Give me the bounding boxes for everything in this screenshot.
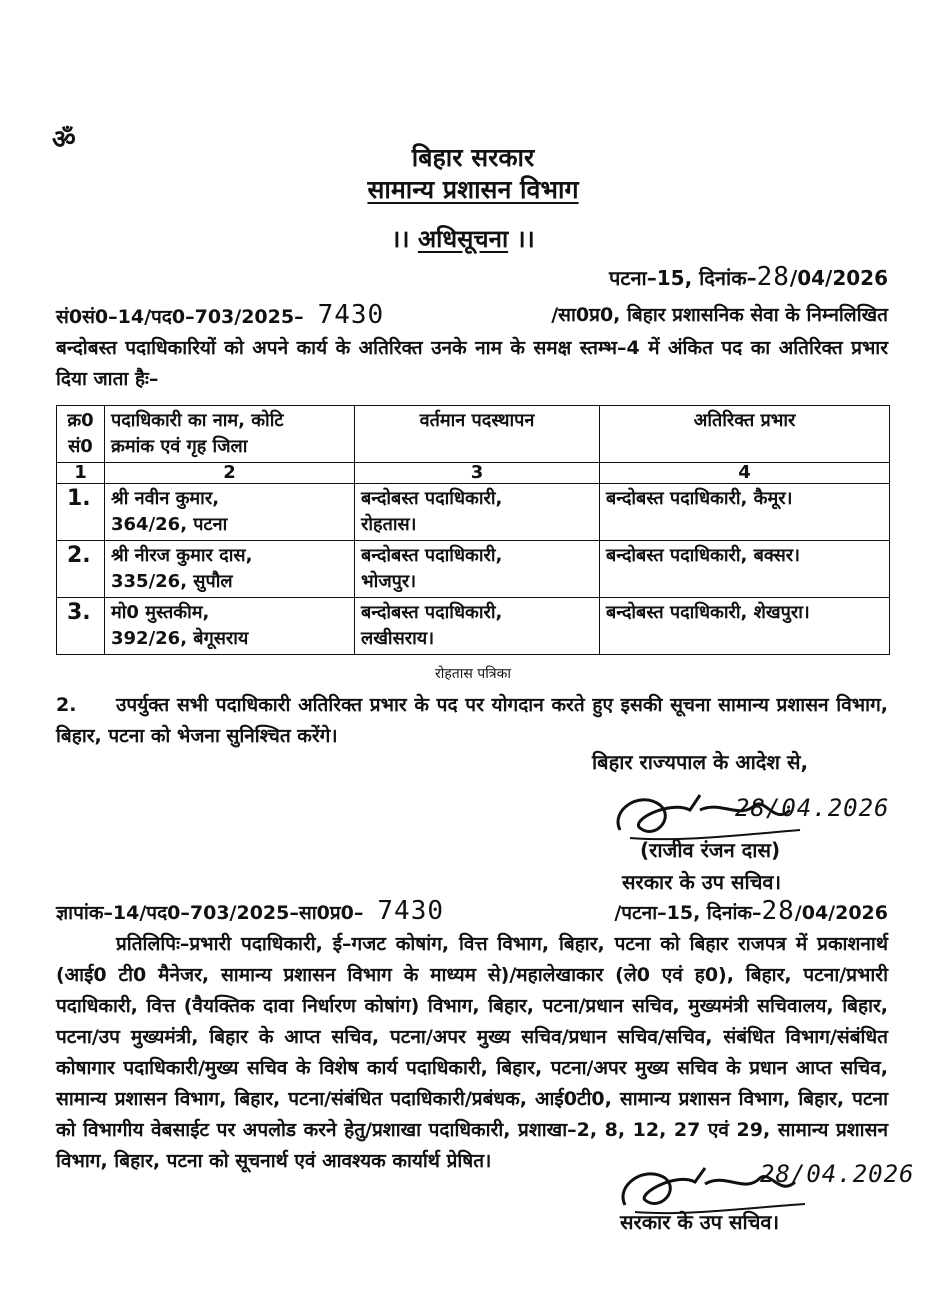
header-current-posting: वर्तमान पदस्थापन: [355, 406, 600, 463]
additional-charge-table: [56, 405, 890, 655]
dateline: पटना–15, दिनांक–28/04/2026: [609, 262, 888, 292]
table-row: 2. श्री नीरज कुमार दास, 335/26, सुपौल बन्दोबस्त पदाधिकारी, भोजपुर। बन्दोबस्त पदाधिकारी, बक्सर।: [57, 541, 890, 598]
handwritten-sign-date-2: 28/04.2026: [760, 1160, 915, 1188]
handwritten-ref-number: 7430: [317, 300, 385, 330]
order-reference: सं0सं0–14/पद0–703/2025– 7430 /सा0प्र0, बिहार प्रशासनिक सेवा के निम्नलिखित: [56, 300, 888, 330]
order-body: बन्दोबस्त पदाधिकारियों को अपने कार्य के अतिरिक्त उनके नाम के समक्ष स्तम्भ–4 में अंकित पद का अतिरिक्त प्रभार दिया जाता हैः–: [56, 337, 888, 390]
table-header-row: [57, 406, 890, 463]
notification-heading: ।। अधिसूचना ।।: [391, 225, 535, 253]
copy-to-text: प्रतिलिपिः–प्रभारी पदाधिकारी, ई–गजट कोषांग, वित्त विभाग, बिहार, पटना को बिहार राजपत्र में प्रकाशनार्थ (आई0 टी0 मैनेजर, सामान्य प्रशासन विभाग के माध्यम से)/महालेखाकार (ले0 एवं ह0), बिहार, पटना/प्रभारी पदाधिकारी, वित्त (वैयक्तिक दावा निर्धारण कोषांग) विभाग, बिहार, पटना/प्रधान सचिव, मुख्यमंत्री सचिवालय, बिहार, पटना/उप मुख्यमंत्री, बिहार के आप्त सचिव, पटना/अपर मुख्य सचिव/प्रधान सचिव/सचिव, संबंधित विभाग/संबंधित कोषागार पदाधिकारी/मुख्य सचिव के विशेष कार्य पदाधिकारी, बिहार, पटना/अपर मुख्य सचिव के प्रधान आप्त सचिव, सामान्य प्रशासन विभाग, बिहार, पटना/संबंधित पदाधिकारी/प्रबंधक, आई0टी0, सामान्य प्रशासन विभाग, बिहार, पटना को विभागीय वेबसाईट पर अपलोड करने हेतु/प्रशाखा पदाधिकारी, प्रशाखा–2, 8, 12, 27 एवं 29, सामान्य प्रशासन विभाग, बिहार, पटना को सूचनार्थ एवं आवश्यक कार्यार्थ प्रेषित।: [56, 933, 888, 1172]
point-2-number: 2.: [56, 694, 77, 716]
table-row: 1. श्री नवीन कुमार, 364/26, पटना बन्दोबस्त पदाधिकारी, रोहतास। बन्दोबस्त पदाधिकारी, कैमूर।: [57, 484, 890, 541]
notification-title: अधिसूचना: [417, 225, 509, 253]
handwritten-sign-date-1: 28/04.2026: [735, 794, 890, 822]
by-order-line: बिहार राज्यपाल के आदेश से,: [592, 750, 809, 774]
handwritten-memo-day: 28: [761, 896, 795, 926]
header-sno: क्र0 सं0: [57, 406, 105, 463]
signatory-name: (राजीव रंजन दास): [640, 838, 781, 862]
om-symbol: ॐ: [52, 125, 76, 155]
handwritten-memo-number: 7430: [377, 896, 445, 926]
signatory-designation-2: सरकार के उप सचिव।: [620, 1210, 780, 1234]
handwritten-day: 28: [756, 262, 790, 292]
government-title: बिहार सरकार: [411, 143, 535, 172]
header-additional-charge: अतिरिक्त प्रभार: [600, 406, 890, 463]
signatory-designation-1: सरकार के उप सचिव।: [622, 870, 782, 894]
memo-section: [56, 896, 888, 1177]
department-title: सामान्य प्रशासन विभाग: [367, 175, 579, 204]
column-number-row: 1 2 3 4: [57, 463, 890, 484]
memo-reference: ज्ञापांक–14/पद0–703/2025–सा0प्र0– 7430 /पटना–15, दिनांक–28/04/2026: [56, 896, 888, 926]
header-name: पदाधिकारी का नाम, कोटि क्रमांक एवं गृह जिला: [105, 406, 355, 463]
watermark-caption: रोहतास पत्रिका: [435, 666, 511, 682]
point-2-paragraph: 2. उपर्युक्त सभी पदाधिकारी अतिरिक्त प्रभार के पद पर योगदान करते हुए इसकी सूचना सामान्य प्रशासन विभाग, बिहार, पटना को भेजना सुनिश्चित करेंगे।: [56, 690, 888, 752]
order-paragraph: [56, 300, 888, 395]
table-row: 3. मो0 मुस्तकीम, 392/26, बेगूसराय बन्दोबस्त पदाधिकारी, लखीसराय। बन्दोबस्त पदाधिकारी, शेखपुरा।: [57, 598, 890, 655]
